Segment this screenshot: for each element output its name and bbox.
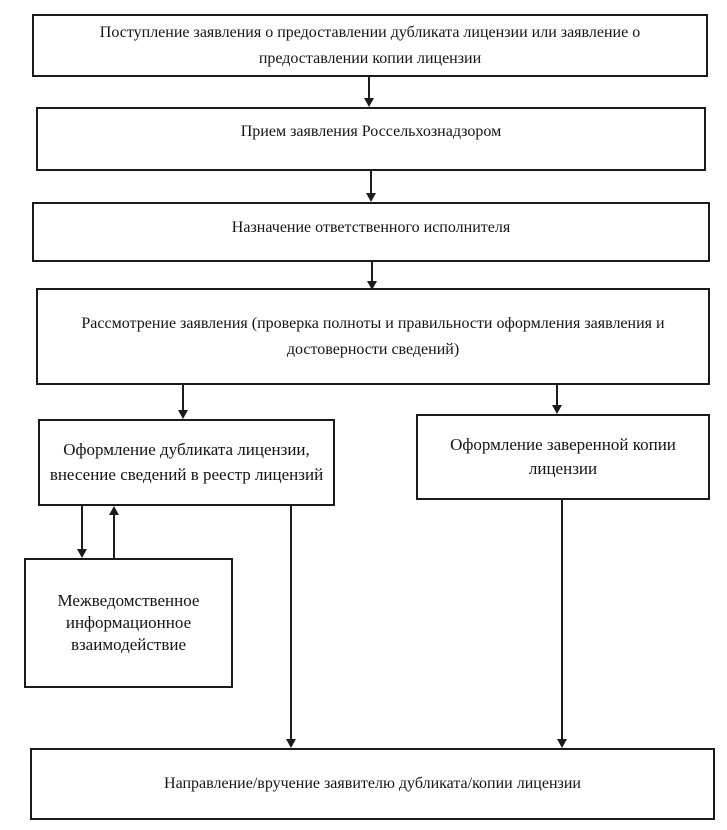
node-label-line: внесение сведений в реестр лицензий <box>49 464 324 484</box>
node-issue-duplicate <box>38 419 335 506</box>
node-label-line: Поступление заявления о предоставлении дубликата лицензии или заявление о предоставлении копии лицензии <box>99 23 641 67</box>
arrow-shaft <box>368 77 370 99</box>
arrow-up-icon <box>109 506 119 515</box>
arrow-down-icon <box>178 410 188 419</box>
arrow-down-icon <box>366 193 376 202</box>
node-label <box>58 590 200 656</box>
node-review-application <box>36 288 710 385</box>
node-label-line: Рассмотрение заявления (проверка полноты и правильности оформления заявления и достоверности сведений) <box>81 314 665 358</box>
arrow-down-icon <box>367 281 377 290</box>
arrow-shaft <box>81 506 83 550</box>
node-issue-certified-copy <box>416 414 710 500</box>
node-label-line: взаимодействие <box>70 635 187 655</box>
node-label-line: информационное <box>65 612 192 632</box>
node-label-line: Межведомственное <box>57 590 200 610</box>
arrow-down-icon <box>77 549 87 558</box>
arrow-shaft <box>371 262 373 282</box>
arrow-down-icon <box>557 739 567 748</box>
node-label <box>164 771 581 797</box>
node-label-line: Оформление дубликата лицензии, <box>63 440 310 460</box>
arrow-down-icon <box>552 405 562 414</box>
node-deliver-to-applicant <box>30 748 715 820</box>
node-accept-application <box>36 107 706 171</box>
arrow-shaft <box>113 514 115 558</box>
node-label <box>50 438 323 486</box>
node-label <box>232 215 510 241</box>
node-label-line: Направление/вручение заявителю дубликата/копии лицензии <box>164 775 581 793</box>
node-label <box>450 433 676 481</box>
arrow-down-icon <box>286 739 296 748</box>
node-label-line: лицензии <box>528 459 598 478</box>
arrow-shaft <box>556 385 558 406</box>
arrow-shaft <box>561 500 563 740</box>
node-label <box>241 119 501 145</box>
arrow-shaft <box>182 385 184 411</box>
node-label-line: Оформление заверенной копии <box>450 434 676 454</box>
node-assign-executor <box>32 202 710 262</box>
node-interagency-interaction <box>24 558 233 688</box>
arrow-shaft <box>370 171 372 194</box>
arrow-shaft <box>290 506 292 740</box>
node-label-line: Назначение ответственного исполнителя <box>231 219 511 237</box>
node-receive-application <box>32 14 708 77</box>
node-label <box>72 20 668 72</box>
node-label-line: Прием заявления Россельхознадзором <box>240 123 502 141</box>
node-label <box>71 311 675 363</box>
arrow-down-icon <box>364 98 374 107</box>
